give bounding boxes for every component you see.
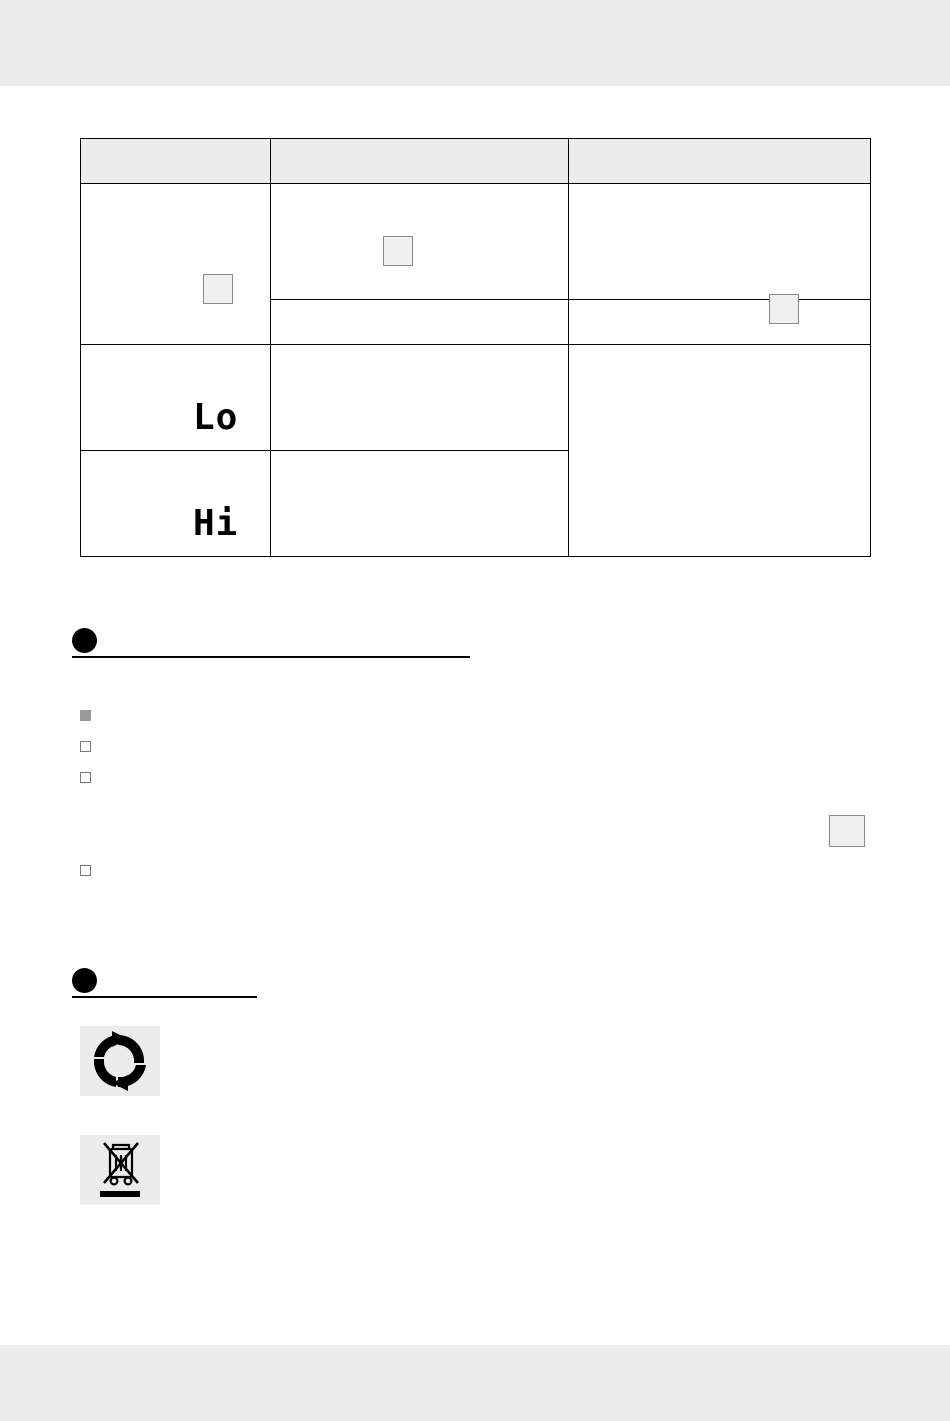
cleaning-bullet-list <box>80 703 880 889</box>
troubleshooting-table-wrapper <box>80 138 870 557</box>
cell-symbol-lo <box>81 345 271 451</box>
weee-crossed-out-bin-icon <box>80 1135 160 1205</box>
lcd-placeholder-icon <box>829 815 865 847</box>
square-hollow-icon <box>80 741 91 752</box>
list-item <box>80 734 880 765</box>
table-row <box>81 345 871 451</box>
green-dot-recycling-icon <box>80 1026 160 1096</box>
cell-solution-lo-hi <box>569 345 871 557</box>
lcd-placeholder-icon <box>769 294 799 324</box>
section-heading-row <box>72 968 332 998</box>
table-row <box>81 184 871 300</box>
heading-rule <box>72 656 470 658</box>
cell-symbol-hi <box>81 451 271 557</box>
lcd-placeholder-icon <box>203 274 233 304</box>
cell-cause-hi <box>271 451 569 557</box>
square-filled-icon <box>80 710 91 721</box>
bullet-dot-icon <box>72 968 97 993</box>
list-item <box>80 765 880 796</box>
page-footer-band <box>0 1345 950 1421</box>
page-header-band <box>0 0 950 86</box>
table-header-cause <box>271 139 569 184</box>
cell-cause-lo <box>271 345 569 451</box>
square-hollow-icon <box>80 772 91 783</box>
list-item <box>80 703 880 734</box>
lcd-text-hi: Hi <box>193 503 239 544</box>
square-hollow-icon <box>80 865 91 876</box>
list-item-spacer <box>80 796 880 858</box>
heading-rule <box>72 996 257 998</box>
cell-symbol-icon <box>81 184 271 345</box>
section-cleaning-and-care <box>72 628 492 658</box>
troubleshooting-table <box>80 138 871 557</box>
list-item <box>80 858 880 889</box>
lcd-text-lo: Lo <box>193 397 239 438</box>
table-header-symbol <box>81 139 271 184</box>
bullet-dot-icon <box>72 628 97 653</box>
cell-solution-empty <box>569 300 871 345</box>
cell-cause-empty <box>271 300 569 345</box>
cell-cause-icon <box>271 184 569 300</box>
cell-solution-icon <box>569 184 871 300</box>
section-disposal <box>72 968 332 998</box>
table-header-solution <box>569 139 871 184</box>
lcd-placeholder-icon <box>383 236 413 266</box>
table-header-row <box>81 139 871 184</box>
section-heading-row <box>72 628 492 658</box>
